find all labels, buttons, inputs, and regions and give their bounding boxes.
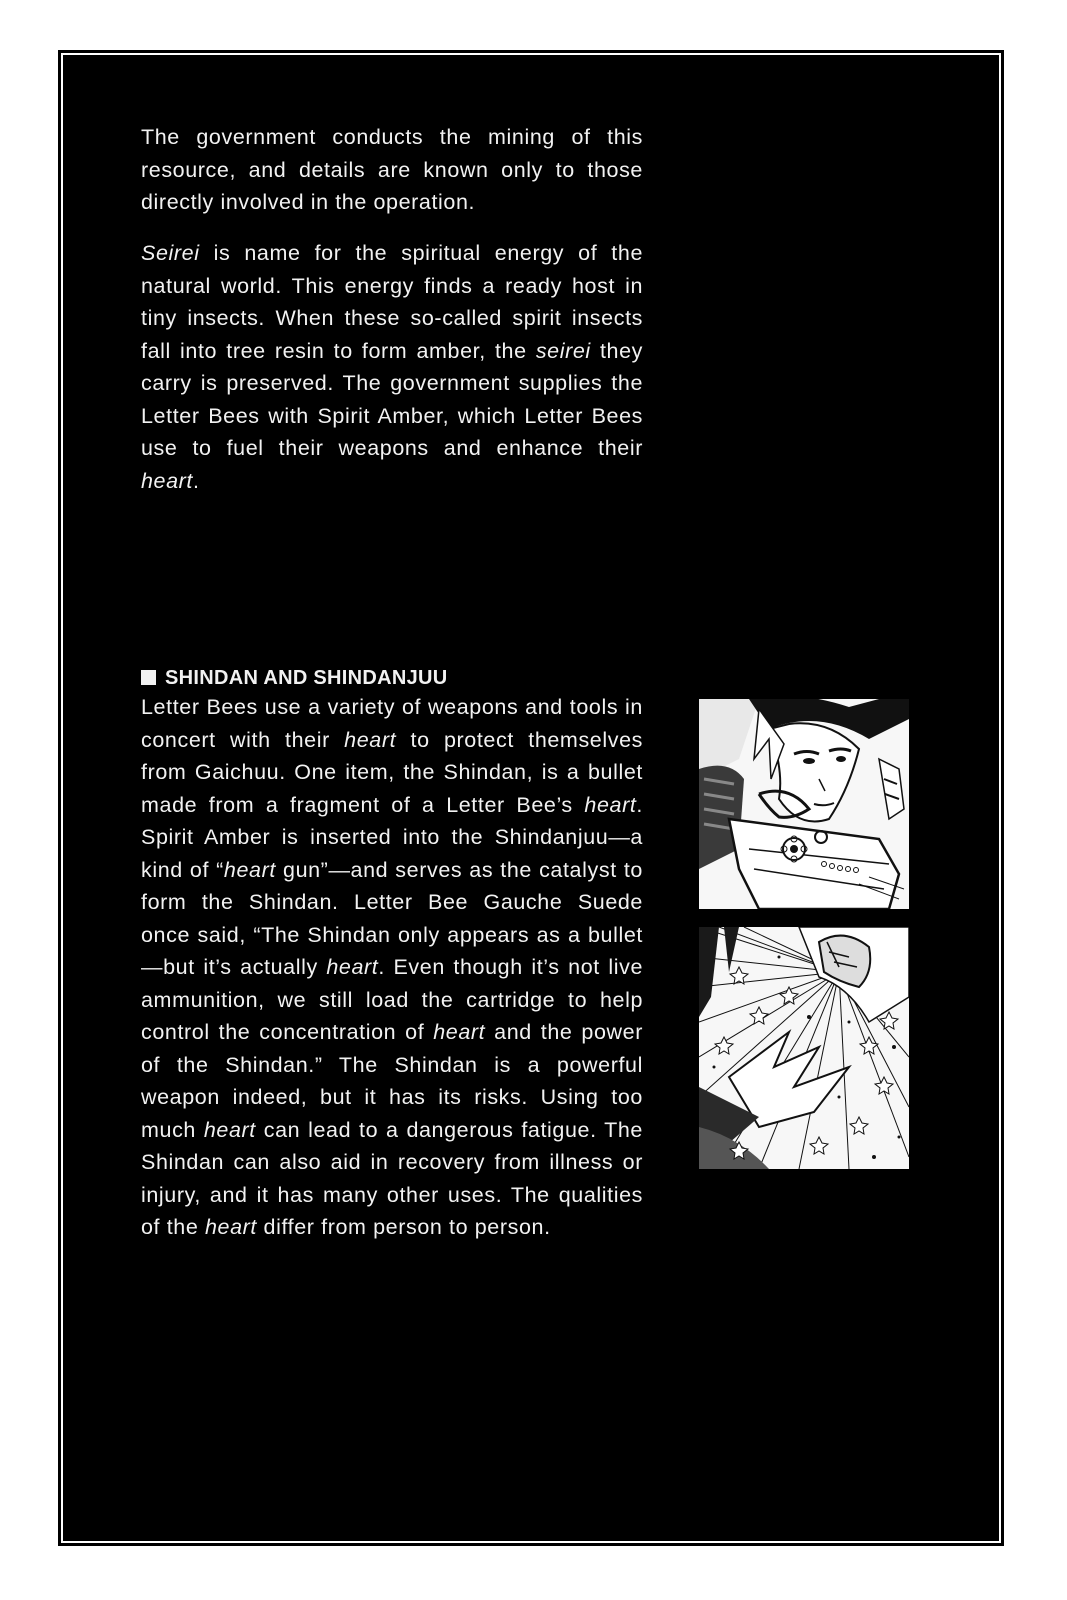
italic-term: heart: [433, 1020, 486, 1044]
italic-term: heart: [344, 727, 397, 752]
section-heading: [141, 664, 448, 692]
section-body-paragraph: Letter Bees use a variety of weapons and tools in concert with their heart to protect themselves from Gaichuu. One item, the Shindan, is a bullet made from a fragment of a Letter Bee’s heart. Spirit Amber is inserted into the Shindanjuu—a kind of “heart gun”—and serves as the catalyst to form the Shindan. Letter Bee Gauche Suede once said, “The Shindan only appears as a bullet—but it’s actually heart. Even though it’s not live ammunition, we still load the cartridge to help control the concentration of heart and the power of the Shindan.” The Shindan is a powerful weapon indeed, but it has its risks. Using too much heart can lead to a dangerous fatigue. The Shindan can also aid in recovery from illness or injury, and it has many other uses. The qualities of the heart differ from person to person.: [141, 695, 644, 1239]
manga-panel-top-image: [699, 699, 909, 909]
italic-term: heart: [584, 792, 637, 817]
italic-term: heart: [326, 955, 379, 979]
section-heading-text: SHINDAN AND SHINDANJUU: [165, 667, 448, 689]
italic-term: heart: [204, 1215, 257, 1239]
manga-panel-bottom-image: [699, 927, 909, 1169]
italic-term: heart: [141, 468, 194, 493]
intro-paragraph-2: Seirei is name for the spiritual energy of the natural world. This energy finds a ready host in tiny insects. When these so-called spirit insects fall into tree resin to form amber, the seirei they carry is preserved. The government supplies the Letter Bees with Spirit Amber, which Letter Bees use to fuel their weapons and enhance their heart.: [141, 241, 643, 493]
italic-term: heart: [203, 1117, 256, 1142]
italic-term: heart: [223, 857, 276, 882]
intro-paragraph-1: The government conducts the mining of this resource, and details are known only to those directly involved in the operation.: [141, 125, 643, 214]
bullet-square-icon: [141, 670, 156, 685]
italic-term: Seirei: [141, 241, 200, 265]
shindan-burst-illustration: [699, 927, 909, 1169]
character-with-gun-illustration: [699, 699, 909, 909]
italic-term: seirei: [535, 338, 591, 363]
